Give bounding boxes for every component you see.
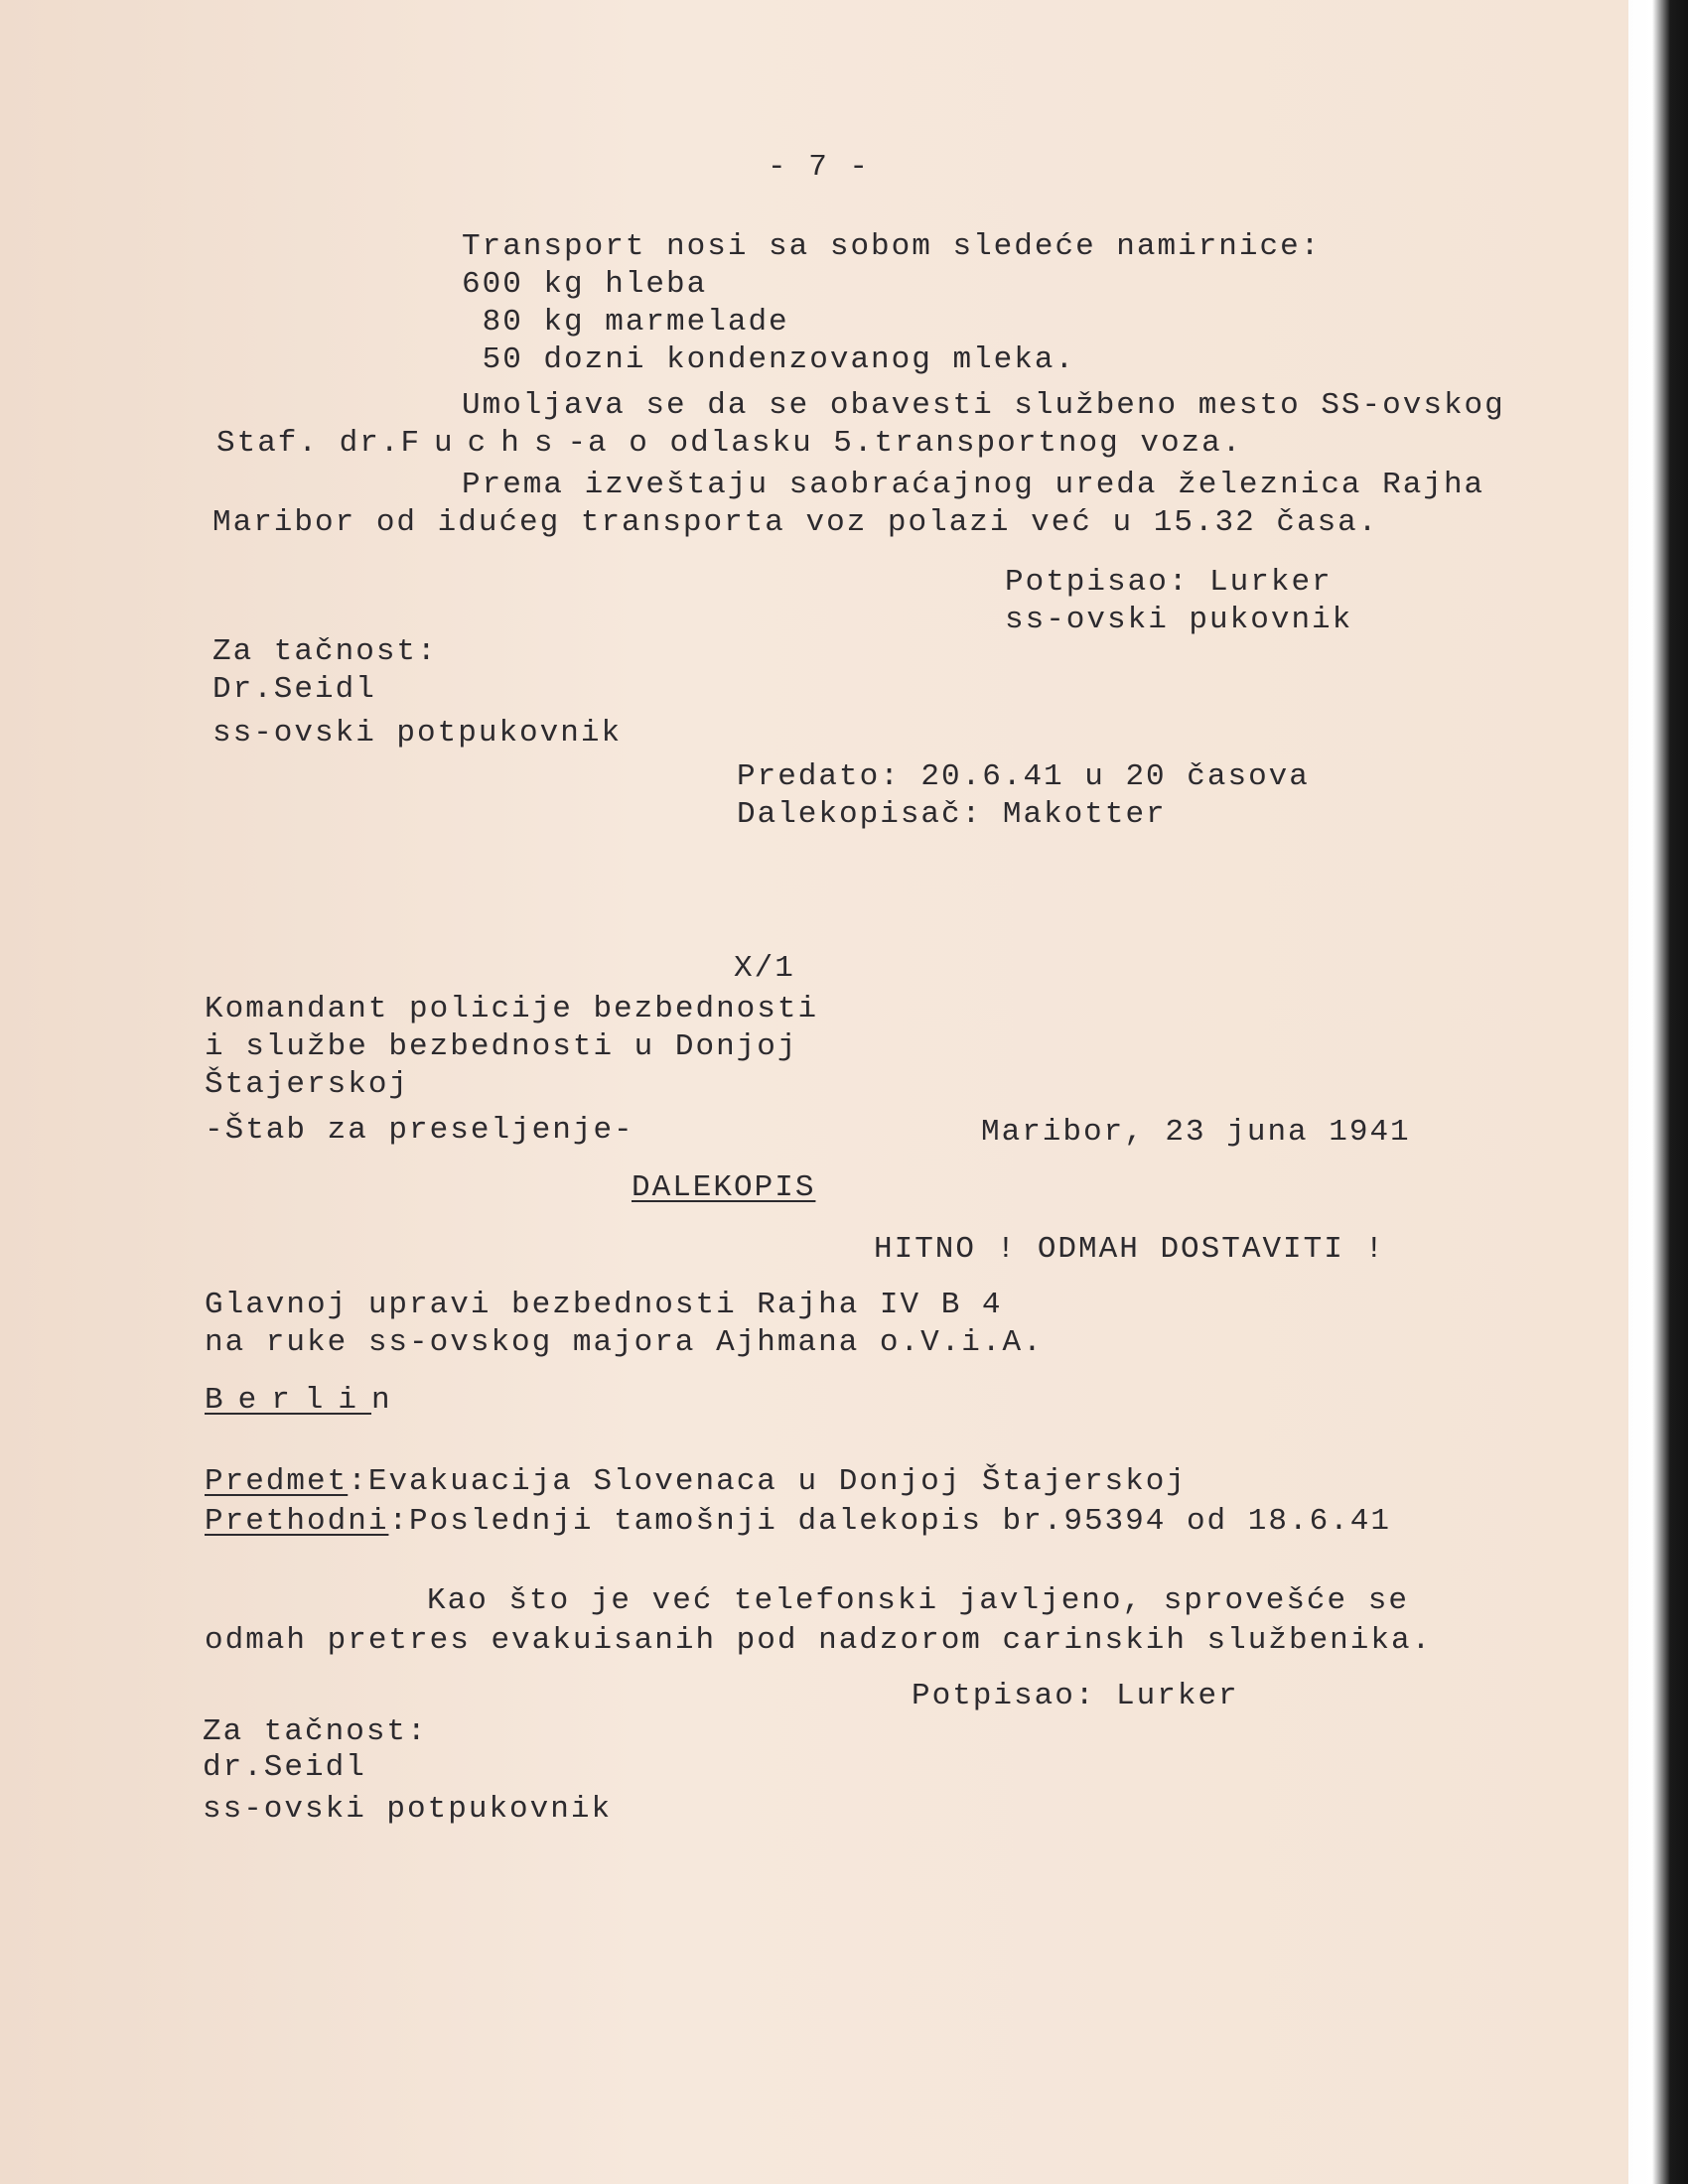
sender-line: Štajerskoj [205, 1067, 410, 1102]
sender-line: i službe bezbednosti u Donjoj [205, 1029, 798, 1064]
text-fragment: Staf. dr. [216, 426, 401, 461]
attestation-rank: ss-ovski potpukovnik [203, 1792, 613, 1827]
sender-line: Komandant policije bezbednosti [205, 992, 819, 1026]
name-spaced: Fuchs [400, 426, 568, 461]
attestation-label: Za tačnost: [203, 1714, 428, 1749]
body-line: Kao što je već telefonski javljeno, sprovešće se [427, 1583, 1409, 1618]
previous-line [205, 1503, 1391, 1541]
recipient-line: na ruke ss-ovskog majora Ajhmana o.V.i.A. [205, 1325, 1044, 1360]
destination-city-end: n [371, 1383, 405, 1418]
telex-operator: Dalekopisač: Makotter [737, 797, 1167, 832]
page-number: - 7 - [768, 150, 871, 185]
signature-line: Potpisao: Lurker [912, 1679, 1239, 1713]
text-line: Maribor od idućeg transporta voz polazi već u 15.32 časa. [212, 505, 1379, 540]
body-line: odmah pretres evakuisanih pod nadzorom carinskih službenika. [205, 1623, 1433, 1658]
text-line: Prema izveštaju saobraćajnog ureda železnica Rajha [462, 468, 1485, 502]
destination-city [205, 1382, 405, 1420]
subject-label: Predmet [205, 1464, 349, 1499]
sender-line: -Štab za preseljenje- [205, 1113, 634, 1148]
attestation-label: Za tačnost: [212, 634, 438, 669]
subject-line [205, 1463, 1187, 1501]
text-line: 600 kg hleba [462, 267, 708, 302]
text-line: Transport nosi sa sobom sledeće namirnice: [462, 229, 1322, 264]
document-id: X/1 [734, 951, 795, 986]
subject-text: :Evakuacija Slovenaca u Donjoj Štajerskoj [348, 1464, 1187, 1499]
destination-city-underlined: Berli [205, 1383, 372, 1418]
recipient-line: Glavnoj upravi bezbednosti Rajha IV B 4 [205, 1288, 1003, 1322]
signature-line: Potpisao: Lurker [1005, 565, 1333, 600]
text-line: 50 dozni kondenzovanog mleka. [462, 342, 1076, 377]
handover-line: Predato: 20.6.41 u 20 časova [737, 759, 1310, 794]
attestation-name: Dr.Seidl [212, 672, 376, 707]
document-type: DALEKOPIS [632, 1170, 816, 1205]
attestation-rank: ss-ovski potpukovnik [212, 716, 623, 751]
text-line: Umoljava se da se obavesti službeno mesto SS-ovskog [462, 388, 1505, 423]
attestation-name: dr.Seidl [203, 1750, 366, 1785]
signature-rank: ss-ovski pukovnik [1005, 603, 1353, 637]
place-date: Maribor, 23 juna 1941 [981, 1115, 1411, 1150]
urgency-note: HITNO ! ODMAH DOSTAVITI ! [874, 1232, 1386, 1267]
text-line [216, 425, 1242, 463]
text-fragment: -a o odlasku 5.transportnog voza. [567, 426, 1243, 461]
previous-label: Prethodni [205, 1504, 389, 1539]
scan-edge [1628, 0, 1688, 2184]
previous-text: :Poslednji tamošnji dalekopis br.95394 od 18.6.41 [388, 1504, 1391, 1539]
text-line: 80 kg marmelade [462, 305, 789, 340]
